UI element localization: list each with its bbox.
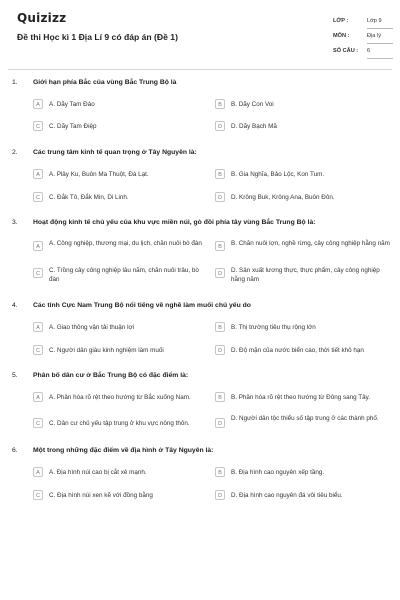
option-letter-box: D xyxy=(215,192,225,202)
option-letter-box: C xyxy=(33,192,43,202)
question-text: Hoạt động kinh tế chủ yếu của khu vực miền núi, gò đồi phía tây vùng Bắc Trung Bộ là: xyxy=(33,219,316,226)
header-divider xyxy=(8,69,392,70)
meta-count-value: 6 xyxy=(367,46,393,59)
option-text: D. Krông Buk, Krông Ana, Buôn Đôn. xyxy=(231,194,335,201)
meta-subject-row xyxy=(333,31,393,45)
option-letter-box: D xyxy=(215,121,225,131)
meta-class-row xyxy=(333,16,393,30)
option-letter-box: A xyxy=(33,467,43,477)
option-letter-box: C xyxy=(33,418,43,428)
option-letter-box: A xyxy=(33,99,43,109)
option-text: B. Dãy Con Voi xyxy=(231,101,274,108)
option-letter-box: B xyxy=(215,322,225,332)
option-letter-box: A xyxy=(33,241,43,251)
option-letter-box: A xyxy=(33,392,43,402)
option-letter-box: B xyxy=(215,99,225,109)
option-text: A. Phân hóa rõ rệt theo hướng từ Bắc xuống Nam. xyxy=(49,394,191,401)
option-letter-box: C xyxy=(33,268,43,278)
option-text: C. Dãy Tam Điệp xyxy=(49,123,97,130)
option-text: B. Chăn nuôi lợn, nghề rừng, cây công nghiệp hằng năm xyxy=(231,240,390,247)
option-text: C. Dân cư chủ yếu tập trung ở khu vực nông thôn. xyxy=(49,420,190,427)
worksheet-title: Đề thi Học kì 1 Địa Lí 9 có đáp án (Đề 1) xyxy=(17,32,178,42)
meta-count-row xyxy=(333,46,393,60)
option-letter-box: C xyxy=(33,490,43,500)
question-text: Phân bố dân cư ở Bắc Trung Bộ có đặc điểm là: xyxy=(33,372,189,379)
meta-subject-value: Địa lý xyxy=(367,31,393,44)
meta-count-label: SỐ CÂU : xyxy=(333,48,359,54)
question-number: 6. xyxy=(12,447,18,454)
option-text: A. Công nghiệp, thương mại, du lịch, chăn nuôi bò đàn xyxy=(49,240,202,247)
option-letter-box: A xyxy=(33,169,43,179)
question-number: 3. xyxy=(12,219,18,226)
meta-class-label: LỚP : xyxy=(333,18,349,24)
option-letter-box: B xyxy=(215,169,225,179)
question-number: 4. xyxy=(12,302,18,309)
option-text: D. Sản xuất lương thực, thực phẩm, cây công nghiệp hằng năm xyxy=(231,267,380,283)
option-text: C. Địa hình núi xen kẽ với đồng bằng xyxy=(49,492,153,499)
question-text: Giới hạn phía Bắc của vùng Bắc Trung Bộ là xyxy=(33,79,177,86)
meta-class-value: Lớp 9 xyxy=(367,16,393,29)
question-number: 5. xyxy=(12,372,18,379)
option-letter-box: B xyxy=(215,392,225,402)
option-letter-box: D xyxy=(215,268,225,278)
option-letter-box: A xyxy=(33,322,43,332)
option-text: A. Plây Ku, Buôn Ma Thuột, Đà Lạt. xyxy=(49,171,149,178)
option-text: C. Đắk Tô, Đắk Min, Di Linh. xyxy=(49,194,129,201)
option-text: B. Gia Nghĩa, Bảo Lộc, Kon Tum. xyxy=(231,171,325,178)
option-text: D. Người dân tộc thiểu số tập trung ở các thành phố. xyxy=(231,415,379,422)
option-text: B. Địa hình cao nguyên xếp tầng. xyxy=(231,469,325,476)
option-letter-box: C xyxy=(33,121,43,131)
option-text: A. Địa hình núi cao bị cắt xẻ mạnh. xyxy=(49,469,147,476)
option-letter-box: C xyxy=(33,345,43,355)
option-text: A. Dãy Tam Đảo xyxy=(49,101,95,108)
option-letter-box: D xyxy=(215,490,225,500)
option-text: D. Dãy Bạch Mã xyxy=(231,123,277,130)
option-text: A. Giao thông vận tải thuận lợi xyxy=(49,324,134,331)
option-letter-box: D xyxy=(215,345,225,355)
option-letter-box: B xyxy=(215,241,225,251)
option-text: B. Thị trường tiêu thụ rộng lớn xyxy=(231,324,316,331)
question-number: 1. xyxy=(12,79,18,86)
option-text: B. Phân hóa rõ rệt theo hướng từ Đông sang Tây. xyxy=(231,394,371,401)
question-text: Các trung tâm kinh tế quan trọng ở Tây Nguyên là: xyxy=(33,149,197,156)
option-letter-box: B xyxy=(215,467,225,477)
option-text: D. Địa hình cao nguyên đá vôi tiêu biểu. xyxy=(231,492,343,499)
question-text: Một trong những đặc điểm về địa hình ở Tây Nguyên là: xyxy=(33,447,214,454)
question-number: 2. xyxy=(12,149,18,156)
option-letter-box: D xyxy=(215,418,225,428)
quizizz-logo: Quizizz xyxy=(17,11,67,25)
option-text: C. Người dân giàu kinh nghiệm làm muối xyxy=(49,347,164,354)
option-text: C. Trồng cây công nghiệp lâu năm, chăn nuôi trâu, bò đàn xyxy=(49,267,199,283)
question-text: Các tỉnh Cực Nam Trung Bộ nổi tiếng về nghề làm muối chủ yếu do xyxy=(33,302,251,309)
option-text: D. Độ mặn của nước biển cao, thời tiết khô hạn xyxy=(231,347,364,354)
meta-subject-label: MÔN : xyxy=(333,33,350,39)
worksheet-header xyxy=(0,0,400,68)
